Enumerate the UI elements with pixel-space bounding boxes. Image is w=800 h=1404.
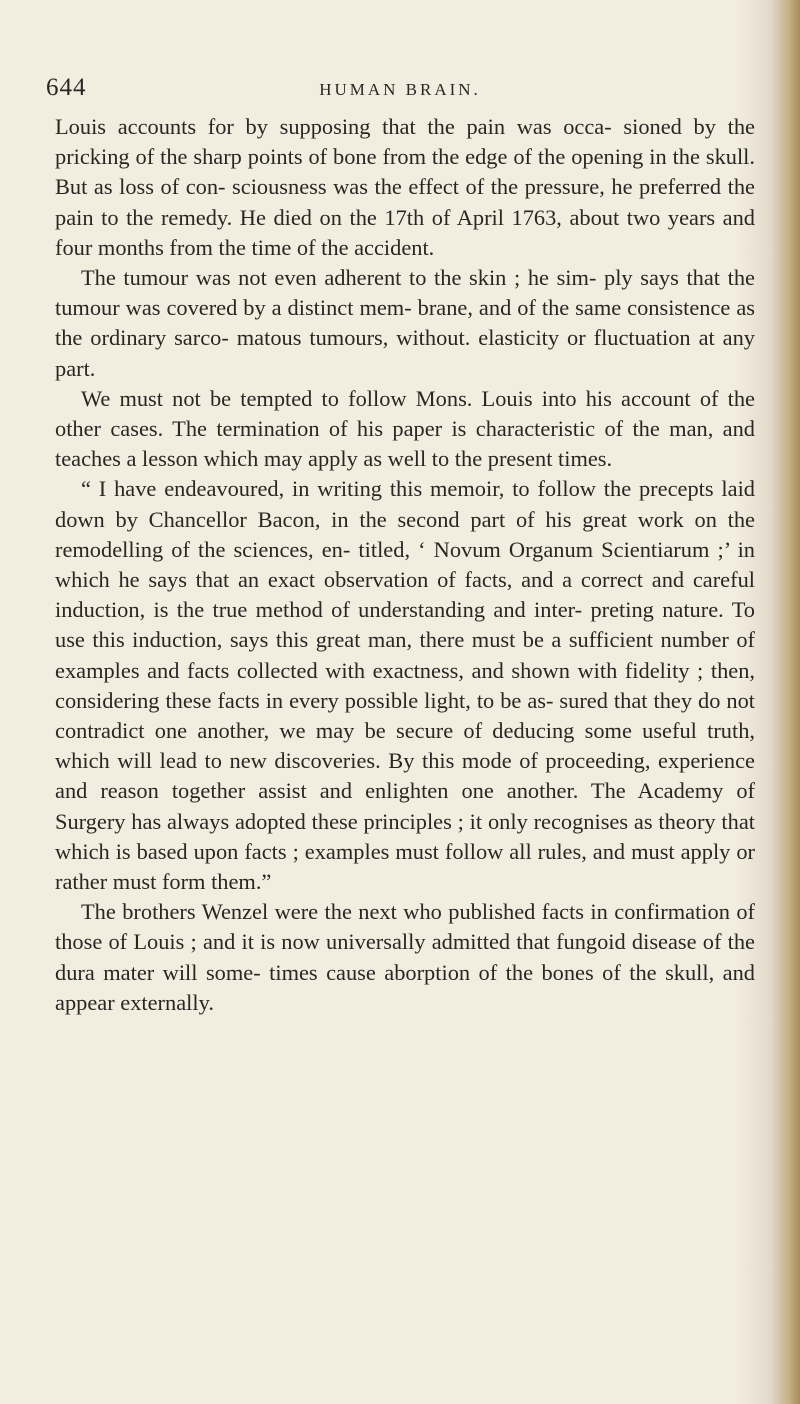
paragraph: The brothers Wenzel were the next who published facts in confirmation of those of Louis ; and it is now universally admitted that fungoid disease of the dura mater will some- times cause aborption of the bones of the skull, and appear externally. — [55, 899, 755, 1015]
quotation-paragraph: “ I have endeavoured, in writing this memoir, to follow the precepts laid down by Chancellor Bacon, in the second part of his great work on the remodelling of the sciences, en- titled, ‘ Novum Organum Scientiarum ;’ in which he says that an exact observation of facts, and a correct and careful induction, is the true method of understanding and inter- preting nature. To use this induction, says this great man, there must be a sufficient number of examples and facts collected with exactness, and shown with fidelity ; then, considering these facts in every possible light, to be as- sured that they do not contradict one another, we may be secure of deducing some useful truth, which will lead to new discoveries. By this mode of proceeding, experience and reason together assist and enlighten one another. The Academy of Surgery has always adopted these principles ; it only recognises as theory that which is based upon facts ; examples must follow all rules, and must apply or rather must form them.” — [55, 476, 755, 895]
page-header — [46, 74, 754, 110]
page-edge-shadow — [772, 0, 800, 1404]
paragraph: Louis accounts for by supposing that the pain was occa- sioned by the pricking of the sharp points of bone from the edge of the opening in the skull. But as loss of con- sciousness was the effect of the pressure, he preferred the pain to the remedy. He died on the 17th of April 1763, about two years and four months from the time of the accident. — [55, 114, 755, 260]
paragraph: The tumour was not even adherent to the skin ; he sim- ply says that the tumour was covered by a distinct mem- brane, and of the same consistence as the ordinary sarco- matous tumours, without. elasticity or fluctuation at any part. — [55, 265, 755, 381]
paragraph: We must not be tempted to follow Mons. Louis into his account of the other cases. The termination of his paper is characteristic of the man, and teaches a lesson which may apply as well to the present times. — [55, 385, 755, 472]
page-number: 644 — [46, 74, 87, 101]
body-text — [55, 112, 755, 1018]
running-head: HUMAN BRAIN. — [319, 80, 481, 99]
